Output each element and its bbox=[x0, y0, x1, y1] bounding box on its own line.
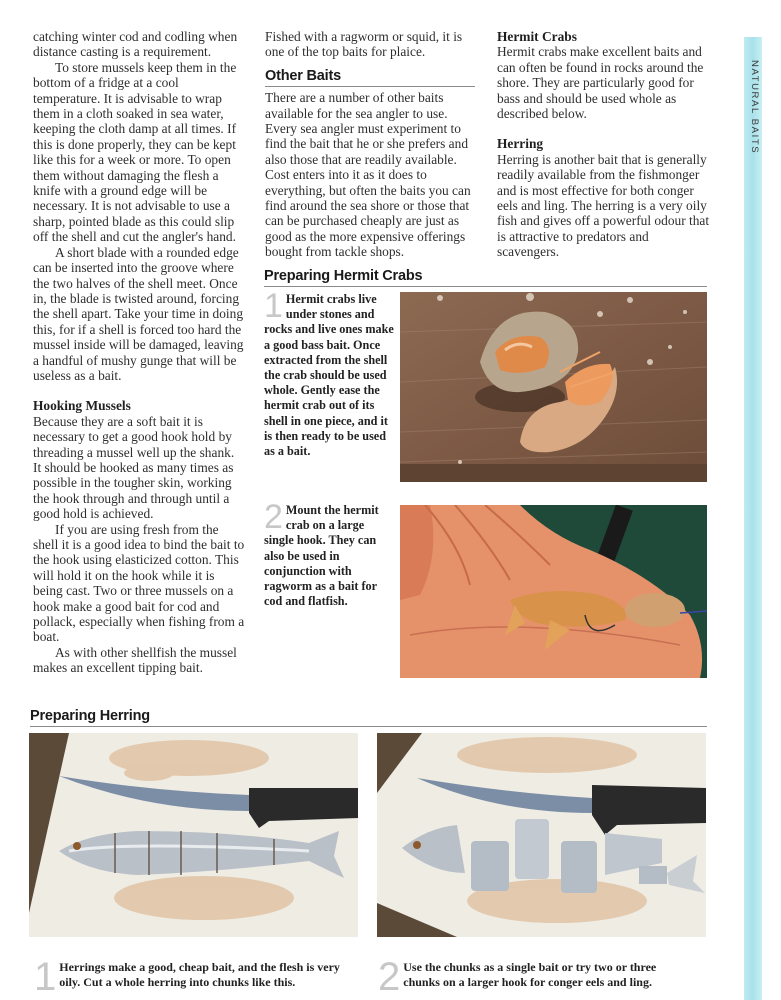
hermit-step-1 bbox=[264, 287, 394, 459]
column-2 bbox=[265, 29, 477, 260]
step-number: 1 bbox=[264, 287, 283, 325]
paragraph: There are a number of other baits available for the sea angler to use. Every sea angler must experiment to find the bait that he or she prefers and also those that are readily available. Cost enters into it as it does to everything, but often the baits you can find around the sea shore or those that can be purchased cheaply are just as good as the more expensive offerings bought from tackle shops. bbox=[265, 90, 471, 260]
paragraph: If you are using fresh from the shell it is a good idea to bind the bait to the hook using elasticized cotton. This will hold it on the hook while it is being cast. Two or three mussels on a hook make a good bait for cod and pollack, especially when fishing from a boat. bbox=[33, 521, 245, 645]
step-text: Mount the hermit crab on a large single hook. They can also be used in conjunction with ragworm as a bait for cod and flatfish. bbox=[264, 503, 379, 609]
heading-preparing-hermit-crabs: Preparing Hermit Crabs bbox=[264, 268, 707, 287]
herring-step-2 bbox=[378, 955, 693, 999]
paragraph: As with other shellfish the mussel makes an excellent tipping bait. bbox=[33, 644, 237, 676]
column-3 bbox=[497, 29, 712, 260]
hermit-step-2 bbox=[264, 498, 394, 609]
photo-herring-cut-whole bbox=[29, 733, 358, 937]
heading-other-baits: Other Baits bbox=[265, 69, 475, 87]
section-side-tab bbox=[744, 37, 762, 1000]
step-number: 2 bbox=[264, 498, 283, 536]
photo-hermit-crab-on-hook bbox=[400, 505, 707, 678]
photo-hermit-crab-out-of-shell bbox=[400, 292, 707, 482]
paragraph: Fished with a ragworm or squid, it is one of the top baits for plaice. bbox=[265, 29, 463, 60]
column-1 bbox=[33, 29, 245, 676]
paragraph: catching winter cod and codling when distance casting is a requirement. bbox=[33, 29, 238, 60]
paragraph: Because they are a soft bait it is necessary to get a good hook hold by threading a mussel well up the shank. It should be hooked as many times as possible in the tougher skin, working the hook through and through until a good hold is achieved. bbox=[33, 413, 235, 522]
herring-step-1 bbox=[34, 955, 344, 999]
photo-herring-chunks-separated bbox=[377, 733, 706, 937]
step-text: Use the chunks as a single bait or try two or three chunks on a larger hook for conger eels and ling. bbox=[403, 960, 657, 990]
subheading-hooking-mussels: Hooking Mussels bbox=[33, 398, 131, 414]
side-tab-label: NATURAL BAITS bbox=[749, 60, 760, 155]
step-text: Herrings make a good, cheap bait, and the flesh is very oily. Cut a whole herring into chunks like this. bbox=[59, 960, 340, 990]
paragraph: A short blade with a rounded edge can be inserted into the groove where the two halves of the shell meet. Once in, the blade is twisted around, forcing the shell apart. Take your time in doing this, for if a shell is forced too hard the mussel inside will be damaged, leaving a handful of mushy gunge that will be useless as a bait. bbox=[33, 244, 244, 383]
step-text: Hermit crabs live under stones and rocks and live ones make a good bass bait. Once extracted from the shell the crab should be used whole. Gently ease the hermit crab out of its shell in one piece, and it is then ready to be used as a bait. bbox=[264, 292, 394, 459]
step-number: 2 bbox=[378, 955, 401, 999]
paragraph: To store mussels keep them in the bottom of a fridge at a cool temperature. It is advisable to wrap them in a cloth soaked in sea water, keeping the cloth damp at all times. If this is done properly, they can be kept like this for a week or more. To open them without damaging the flesh a knife with a ground edge will be necessary. It is not advisable to use a sharp, pointed blade as this could slip off the shell and cut the angler's hand. bbox=[33, 59, 237, 245]
heading-preparing-herring: Preparing Herring bbox=[30, 708, 707, 727]
subheading-herring: Herring bbox=[497, 136, 544, 152]
paragraph: Hermit crabs make excellent baits and can often be found in rocks around the shore. They are particularly good for bass and should be used whole as described below. bbox=[497, 44, 704, 122]
subheading-hermit-crabs: Hermit Crabs bbox=[497, 29, 577, 44]
paragraph: Herring is another bait that is generally readily available from the fishmonger and is most effective for both conger eels and ling. The herring is a very oily fish and gives off a powerful odour that is attractive to predators and scavengers. bbox=[497, 151, 710, 260]
step-number: 1 bbox=[34, 955, 57, 999]
